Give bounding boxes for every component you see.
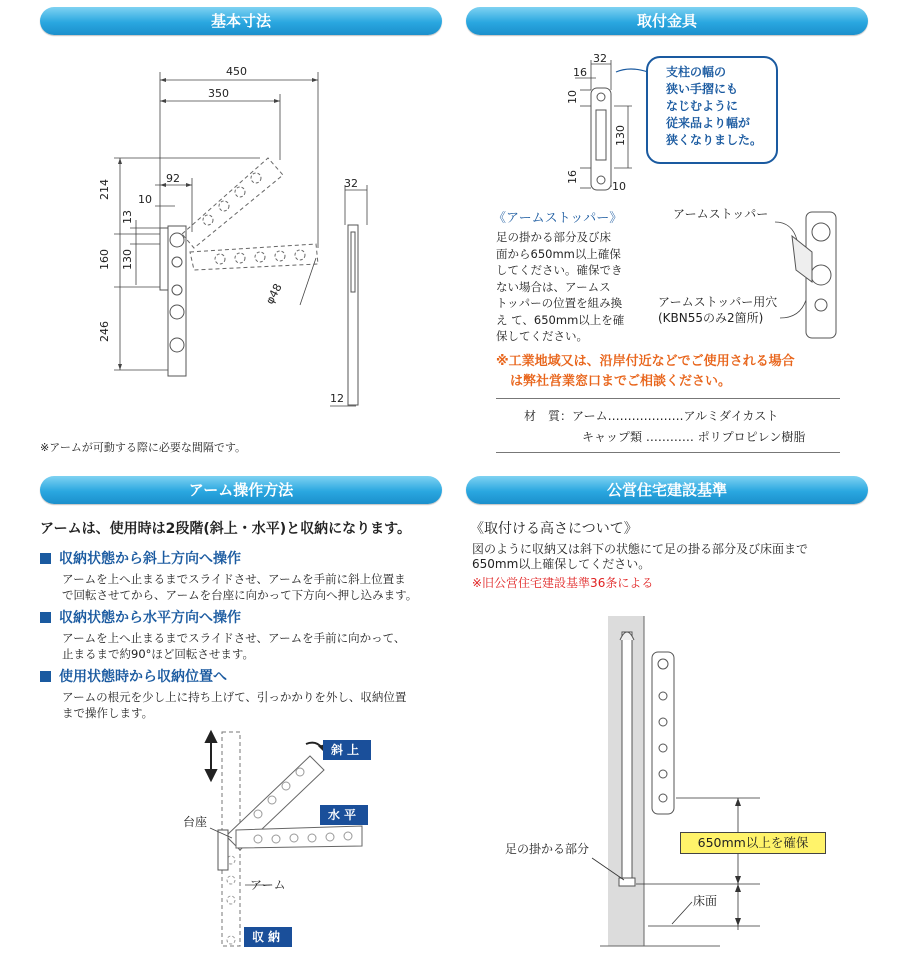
bracket-dim-130: 130 bbox=[614, 125, 627, 146]
dim-13: 13 bbox=[121, 210, 134, 224]
label-arm-stopper: アームストッパー bbox=[673, 207, 769, 221]
dim-350: 350 bbox=[208, 87, 229, 100]
warning-line: は弊社営業窓口までご相談ください。 bbox=[510, 374, 732, 389]
housing-heading: 《取付ける高さについて》 bbox=[470, 521, 638, 537]
tag-horizontal: 水平 bbox=[320, 805, 368, 825]
section-header-arm-operation: アーム操作方法 bbox=[40, 476, 442, 504]
callout-line: なじむように bbox=[666, 99, 739, 113]
stopper-text-line: え て、650mm以上を確 bbox=[496, 312, 625, 327]
label-foot-section: 足の掛かる部分 bbox=[505, 842, 590, 856]
step1-text-line: アームを上へ止まるまでスライドさせ、アームを手前に斜上位置ま bbox=[62, 572, 406, 586]
housing-text-line: 図のように収納又は斜下の状態にて足の掛る部分及び床面まで bbox=[472, 542, 809, 556]
stopper-text-line: 保してください。 bbox=[496, 329, 588, 343]
stopper-text-line: トッパーの位置を組み換 bbox=[496, 296, 623, 310]
dim-phi48: φ48 bbox=[263, 281, 285, 307]
bracket-dim-16-bottom: 16 bbox=[566, 170, 579, 184]
step2-text-line: 止まるまで約90°ほど回転させます。 bbox=[62, 647, 254, 661]
tag-diagonal: 斜上 bbox=[323, 740, 371, 760]
basic-dimensions-note: ※アームが可動する際に必要な間隔です。 bbox=[40, 441, 247, 454]
callout-line: 狭い手摺にも bbox=[666, 82, 739, 96]
warning-line: ※工業地域又は、沿岸付近などでご使用される場合 bbox=[496, 354, 795, 369]
label-floor: 床面 bbox=[693, 894, 718, 908]
dim-10: 10 bbox=[138, 193, 152, 206]
label-stopper-hole-note: (KBN55のみ2箇所) bbox=[658, 311, 764, 325]
material-arm-dots: ………………. bbox=[607, 409, 684, 423]
housing-text-line: 650mm以上確保してください。 bbox=[472, 557, 651, 571]
bracket-dim-10-top: 10 bbox=[566, 90, 579, 104]
callout-line: 支柱の幅の bbox=[666, 65, 727, 79]
step3-text-line: アームの根元を少し上に持ち上げて、引っかかりを外し、収納位置 bbox=[62, 690, 407, 704]
step3-text-line: まで操作します。 bbox=[62, 706, 154, 720]
stopper-text-line: 面から650mm以上確保 bbox=[496, 246, 621, 261]
step2-title-text: 収納状態から水平方向へ操作 bbox=[59, 610, 241, 626]
material-cap-value: ポリプロピレン樹脂 bbox=[697, 430, 806, 444]
label-arm: アーム bbox=[250, 878, 286, 892]
tag-stowed: 収納 bbox=[244, 927, 292, 947]
callout-line: 狭くなりました。 bbox=[666, 133, 763, 147]
section-header-housing-standard: 公営住宅建設基準 bbox=[466, 476, 868, 504]
material-arm-value: アルミダイカスト bbox=[683, 409, 779, 423]
dim-130: 130 bbox=[121, 249, 134, 270]
stopper-text-line: 足の掛かる部分及び床 bbox=[496, 230, 611, 244]
dim-32-side: 32 bbox=[344, 177, 358, 190]
housing-red-note: ※旧公営住宅建設基準36条による bbox=[472, 576, 654, 590]
clearance-box: 650mm以上を確保 bbox=[680, 832, 826, 854]
stopper-title: 《アームストッパー》 bbox=[493, 211, 623, 226]
bracket-dim-32: 32 bbox=[593, 52, 607, 65]
step3-title-text: 使用状態時から収納位置へ bbox=[59, 669, 227, 685]
arm-operation-intro: アームは、使用時は2段階(斜上・水平)と収納になります。 bbox=[40, 521, 411, 537]
dim-450: 450 bbox=[226, 65, 247, 78]
callout-line: 従来品より幅が bbox=[666, 116, 751, 130]
material-arm-label: 材 質：アーム bbox=[524, 409, 608, 423]
dim-92: 92 bbox=[166, 172, 180, 185]
dim-160: 160 bbox=[98, 249, 111, 270]
dim-214: 214 bbox=[98, 179, 111, 200]
step1-title-text: 収納状態から斜上方向へ操作 bbox=[59, 551, 241, 567]
section-header-bracket: 取付金具 bbox=[466, 7, 868, 35]
step2-text-line: アームを上へ止まるまでスライドさせ、アームを手前に向かって、 bbox=[62, 631, 406, 645]
dim-12: 12 bbox=[330, 392, 344, 405]
dim-246: 246 bbox=[98, 321, 111, 342]
stopper-text-line: ない場合は、アームス bbox=[496, 279, 611, 294]
section-header-basic-dimensions: 基本寸法 bbox=[40, 7, 442, 35]
bracket-dim-16-top: 16 bbox=[573, 66, 587, 79]
stopper-text-line: してください。確保でき bbox=[496, 263, 623, 277]
material-cap-dots: ………… bbox=[645, 430, 694, 444]
label-base: 台座 bbox=[183, 815, 208, 829]
label-stopper-hole: アームストッパー用穴 bbox=[658, 295, 778, 309]
bracket-dim-10-bottom: 10 bbox=[612, 180, 626, 193]
step1-text-line: で回転させてから、アームを台座に向かって下方向へ押し込みます。 bbox=[62, 588, 418, 602]
material-cap-label: キャップ類 bbox=[582, 430, 643, 444]
